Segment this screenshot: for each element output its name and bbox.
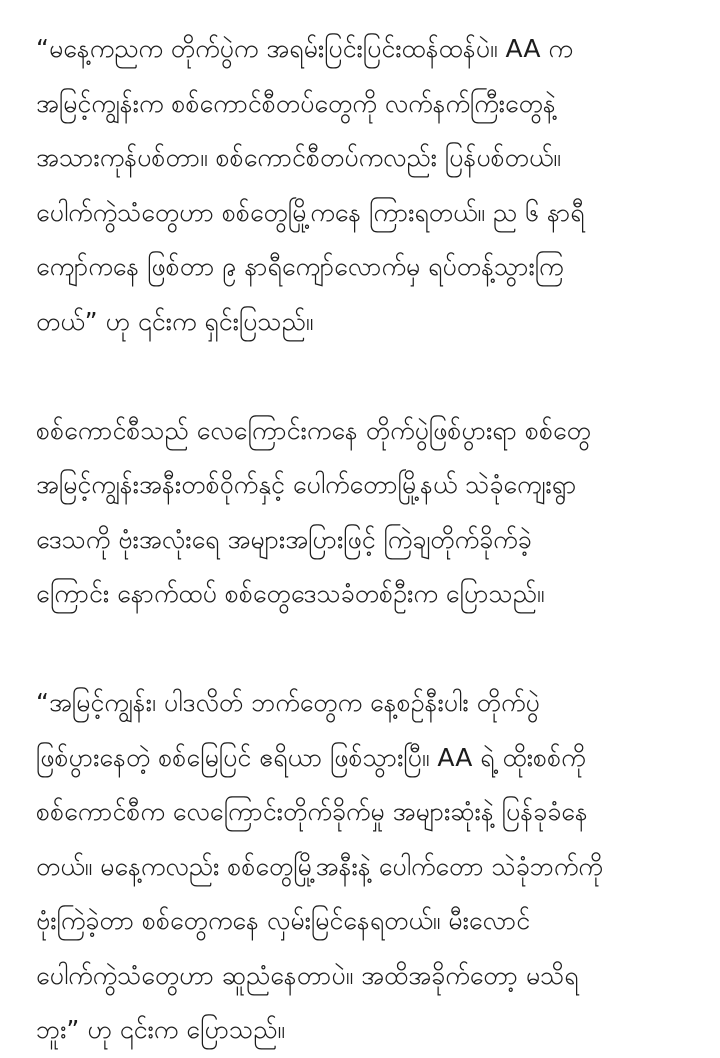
text-line: ကြောင်း နောက်ထပ် စစ်တွေဒေသခံတစ်ဦးက ပြောသည်။ [36, 579, 545, 608]
paragraph-1 [36, 22, 700, 349]
text-line: အမြင့်ကျွန်းအနီးတစ်ဝိုက်နှင့် ပေါက်တောမြို့နယ် သဲခုံကျေးရွာ [36, 470, 577, 499]
text-line: စစ်ကောင်စီသည် လေကြောင်းကနေ တိုက်ပွဲဖြစ်ပွားရာ စစ်တွေ [36, 415, 591, 445]
text-line: ဗုံးကြဲခဲ့တာ စစ်တွေကနေ လှမ်းမြင်နေရတယ်။ မီးလောင် [36, 906, 531, 935]
paragraph-spacer [36, 349, 700, 404]
text-line: တယ်။ မနေ့ကလည်း စစ်တွေမြို့အနီးနဲ့ ပေါက်တော သဲခုံဘက်ကို [36, 851, 603, 881]
text-line: အမြင့်ကျွန်းက စစ်ကောင်စီတပ်တွေကို လက်နက်ကြီးတွေနဲ့ [36, 88, 556, 118]
text-line: ဘူး” ဟု ၎င်းက ပြောသည်။ [36, 1015, 285, 1044]
paragraph-spacer [36, 622, 700, 677]
text-line: ဖြစ်ပွားနေတဲ့ စစ်မြေပြင် ဧရိယာ ဖြစ်သွားပြီ။ AA ရဲ့ ထိုးစစ်ကို [36, 742, 586, 772]
article-body [36, 22, 700, 1058]
paragraph-2 [36, 404, 700, 622]
text-line: “အမြင့်ကျွန်း၊ ပါဒလိတ် ဘက်တွေက နေ့စဉ်နီးပါး တိုက်ပွဲ [36, 688, 540, 717]
text-line: ပေါက်ကွဲသံတွေဟာ စစ်တွေမြို့ကနေ ကြားရတယ်။ ည ၆ နာရီ [36, 197, 585, 227]
text-line: ပေါက်ကွဲသံတွေဟာ ဆူညံနေတာပဲ။ အထိအခိုက်တော့ မသိရ [36, 960, 579, 990]
paragraph-3 [36, 676, 700, 1058]
text-line: ကျော်ကနေ ဖြစ်တာ ၉ နာရီကျော်လောက်မှ ရပ်တန့်သွားကြ [36, 252, 564, 281]
text-line: တယ်” ဟု ၎င်းက ရှင်းပြသည်။ [36, 306, 314, 336]
text-line: ဒေသကို ဗုံးအလုံးရေ အများအပြားဖြင့် ကြဲချတိုက်ခိုက်ခဲ့ [36, 524, 532, 554]
text-line: “မနေ့ကညက တိုက်ပွဲက အရမ်းပြင်းပြင်းထန်ထန်ပဲ။ AA က [36, 34, 573, 63]
text-line: စစ်ကောင်စီက လေကြောင်းတိုက်ခိုက်မှု အများဆုံးနဲ့ ပြန်ခုခံနေ [36, 797, 588, 826]
text-line: အသားကုန်ပစ်တာ။ စစ်ကောင်စီတပ်ကလည်း ပြန်ပစ်တယ်။ [36, 143, 561, 172]
